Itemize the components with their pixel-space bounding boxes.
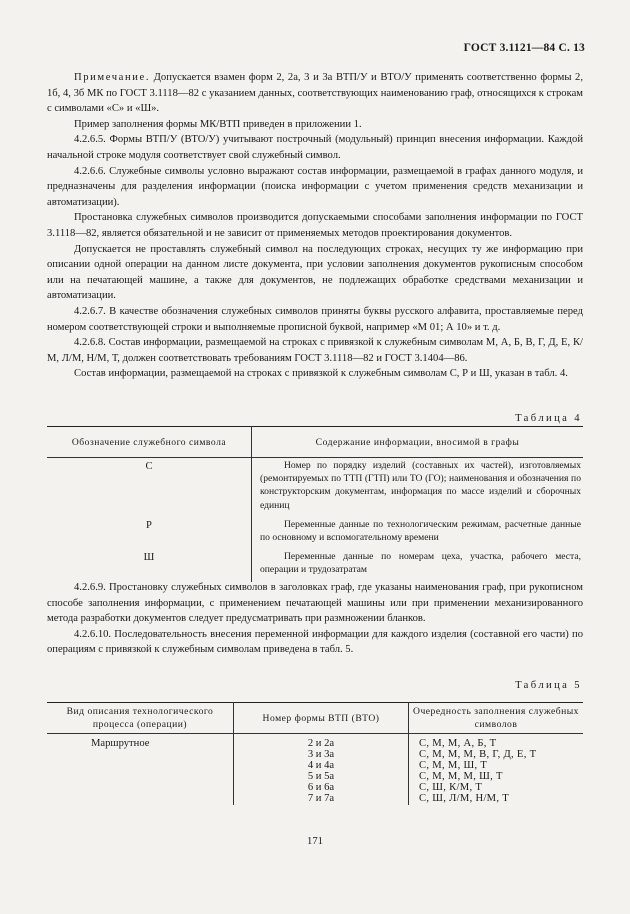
paragraph: Допускается не проставлять служебный символ на последующих строках, несущих ту же информацию при описании одной операции на данном листе документа, при условии заполнения документов рукописным способом или на печатающей машине, а также для документов, не подлежащих обработке средствами механизации и автоматизации. xyxy=(47,243,583,302)
table-5 xyxy=(47,702,583,805)
table5-sequences-cell xyxy=(409,734,584,806)
paragraph: 4.2.6.7. В качестве обозначения служебных символов приняты буквы русского алфавита, проставляемые перед номером соответствующей строки и выполняемые прописной буквой, например «М 01; А 10» и т. д. xyxy=(47,305,583,333)
paragraph: 4.2.6.10. Последовательность внесения переменной информации для каждого изделия (составной его части) по операциям с привязкой к служебным символам приведена в табл. 5. xyxy=(47,628,583,656)
paragraph: 4.2.6.9. Простановку служебных символов в заголовках граф, где указаны наименования граф, при рукописном способе заполнения информации, с применением печатающей машины или при применении механизированного метода разработки документов следует предусматривать при размножении бланков. xyxy=(47,582,583,625)
table4-symbol: Ш xyxy=(47,549,252,581)
page-number: 171 xyxy=(307,836,323,847)
top-text-block xyxy=(47,70,583,382)
table4-content: Переменные данные по номерам цеха, участка, рабочего места, операции и трудозатратам xyxy=(260,551,581,576)
table-row xyxy=(47,458,583,517)
table5-header-form: Номер формы ВТП (ВТО) xyxy=(234,703,409,734)
table5-form: 6 и 6а xyxy=(307,782,335,793)
table5-form: 5 и 5а xyxy=(307,771,335,782)
table5-sequence: С, Ш, Л/М, Н/М, Т xyxy=(419,793,510,804)
table5-form: 4 и 4а xyxy=(307,760,335,771)
table4-content: Переменные данные по технологическим режимам, расчетные данные по основному и вспомогательному времени xyxy=(260,518,581,544)
paragraph: Состав информации, размещаемой на строках с привязкой к служебным символам С, Р и Ш, указан в табл. 4. xyxy=(74,368,568,380)
note-label: Примечание. xyxy=(74,72,151,83)
paragraph: Пример заполнения формы МК/ВТП приведен в приложении 1. xyxy=(74,118,362,130)
table5-sequence: С, М, М, М, В, Г, Д, Е, Т xyxy=(419,749,537,760)
table5-caption: Таблица 5 xyxy=(515,680,582,691)
table5-header-type: Вид описания технологического процесса (операции) xyxy=(47,703,234,734)
table5-form: 7 и 7а xyxy=(307,793,335,804)
table5-form: 2 и 2а xyxy=(307,738,335,749)
table5-sequence: С, М, М, А, Б, Т xyxy=(419,738,497,749)
paragraph: Простановка служебных символов производится допускаемыми способами заполнения информации по ГОСТ 3.1118—82, является обязательной и не зависит от применяемых методов проектирования документов. xyxy=(47,212,583,239)
table4-header-symbol: Обозначение служебного символа xyxy=(47,427,252,458)
table5-form: 3 и 3а xyxy=(307,749,335,760)
table5-sequence: С, М, М, Ш, Т xyxy=(419,760,488,771)
table5-description-type: Маршрутное xyxy=(47,734,234,806)
table-row xyxy=(47,734,583,806)
table5-sequence: С, Ш, К/М, Т xyxy=(419,782,483,793)
table-4 xyxy=(47,426,583,582)
table4-header-content: Содержание информации, вносимой в графы xyxy=(315,436,520,448)
table4-content: Номер по порядку изделий (составных их частей), изготовляемых (ремонтируемых по ТТП (ГТП) или ТО (ГО); наименования и обозначения по конструкторским документам, информация по массе изделий и сборочных единиц xyxy=(260,460,581,511)
paragraph: 4.2.6.5. Формы ВТП/У (ВТО/У) учитывают построчный (модульный) принцип внесения информации. Каждой начальной строке модуля соответствует свой служебный символ. xyxy=(47,134,583,161)
paragraph: 4.2.6.8. Состав информации, размещаемой на строках с привязкой к служебным символам М, А, Б, В, Г, Д, Е, К/М, Л/М, Н/М, Т, должен соответствовать требованиям ГОСТ 3.1118—82 и ГОСТ 3.1404—86. xyxy=(47,337,583,364)
table-row xyxy=(47,517,583,549)
note-paragraph xyxy=(47,70,583,117)
table5-sequence: С, М, М, М, Ш, Т xyxy=(419,771,503,782)
table4-caption: Таблица 4 xyxy=(515,413,582,424)
paragraph: 4.2.6.6. Служебные символы условно выражают состав информации, размещаемой в графах данного модуля, и предназначены для разделения информации (поиска информации с учетом применения средств механизации и автоматизации). xyxy=(47,165,583,208)
table5-header-sequence: Очередность заполнения служебных символов xyxy=(413,706,579,730)
middle-text-block xyxy=(47,580,583,658)
table4-symbol: Р xyxy=(47,517,252,549)
page-header: ГОСТ 3.1121—84 С. 13 xyxy=(463,42,585,54)
table5-forms-cell xyxy=(234,734,409,806)
table4-symbol: С xyxy=(47,458,252,517)
table-row xyxy=(47,549,583,581)
note-text: Допускается взамен форм 2, 2а, 3 и 3а ВТП/У и ВТО/У применять соответственно формы 2, 1б, 4, 3б МК по ГОСТ 3.1118—82 с указанием данных, соответствующих наименованию граф, относящихся к строкам с символами «С» и «Ш». xyxy=(47,72,583,115)
